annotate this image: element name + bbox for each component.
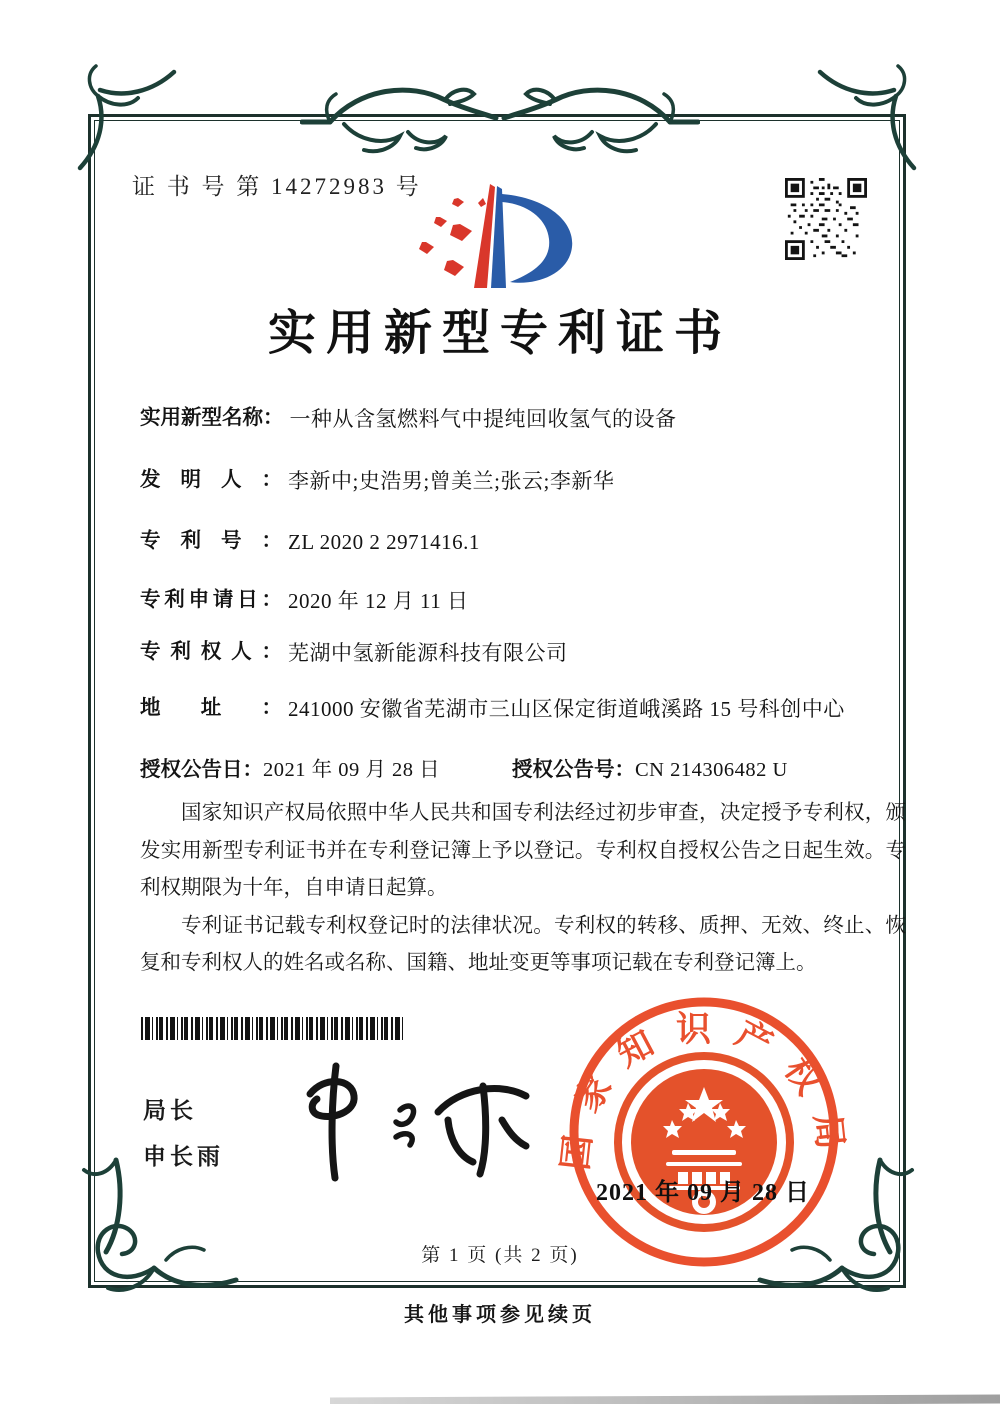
director-signature-icon xyxy=(272,1058,542,1186)
scan-edge-artifact xyxy=(330,1395,1000,1404)
field-label: 发明人： xyxy=(140,469,282,491)
footer-note: 其他事项参见续页 xyxy=(404,1304,596,1326)
cnipa-official-seal-icon xyxy=(556,984,852,1280)
field-row-patentee xyxy=(140,638,905,668)
field-label: 实用新型名称： xyxy=(140,407,284,429)
page-number: 第 1 页 (共 2 页) xyxy=(421,1245,579,1266)
field-row-inventors xyxy=(140,466,905,496)
certificate-number: 证 书 号 第 14272983 号 xyxy=(132,174,422,199)
field-label: 地址： xyxy=(140,697,282,719)
cnipa-patent-logo-icon xyxy=(398,162,598,302)
field-row-filing-date xyxy=(140,586,905,616)
field-label: 专利申请日： xyxy=(140,589,282,611)
barcode xyxy=(141,1017,403,1040)
field-value: 一种从含氢燃料气中提纯回收氢气的设备 xyxy=(289,407,677,431)
field-label: 专利号： xyxy=(140,530,282,552)
qr-code-icon xyxy=(785,178,867,260)
director-role-label: 局长 xyxy=(143,1098,197,1123)
body-paragraph: 国家知识产权局依照中华人民共和国专利法经过初步审查，决定授予专利权，颁发实用新型专利证书并在专利登记簿上予以登记。专利权自授权公告之日起生效。专利权期限为十年，自申请日起算。 xyxy=(140,802,906,899)
grant-number-pair xyxy=(512,752,788,782)
director-name-label: 申长雨 xyxy=(143,1144,224,1169)
field-value: ZL 2020 2 2971416.1 xyxy=(288,530,480,554)
grant-date-label: 授权公告日： xyxy=(140,759,263,781)
legal-text-block xyxy=(140,795,906,983)
certificate-title: 实用新型专利证书 xyxy=(267,307,732,360)
grant-date-pair xyxy=(140,752,440,782)
field-value: 241000 安徽省芜湖市三山区保定街道峨溪路 15 号科创中心 xyxy=(288,697,845,721)
grant-number-value: CN 214306482 U xyxy=(635,759,788,781)
grant-number-label: 授权公告号： xyxy=(512,759,635,781)
body-paragraph: 专利证书记载专利权登记时的法律状况。专利权的转移、质押、无效、终止、恢复和专利权人的姓名或名称、国籍、地址变更等事项记载在专利登记簿上。 xyxy=(140,914,906,974)
field-row-patent-number xyxy=(140,527,905,557)
field-row-name xyxy=(140,404,905,434)
seal-date: 2021 年 09 月 28 日 xyxy=(596,1180,810,1206)
field-value: 2020 年 12 月 11 日 xyxy=(288,589,469,613)
field-row-address xyxy=(140,694,905,724)
field-value: 李新中;史浩男;曾美兰;张云;李新华 xyxy=(288,469,615,493)
grant-date-value: 2021 年 09 月 28 日 xyxy=(263,759,441,781)
seal-org-text: 国家知识产权局 xyxy=(556,1009,852,1173)
field-value: 芜湖中氢新能源科技有限公司 xyxy=(288,641,568,665)
field-label: 专利权人： xyxy=(140,641,282,663)
